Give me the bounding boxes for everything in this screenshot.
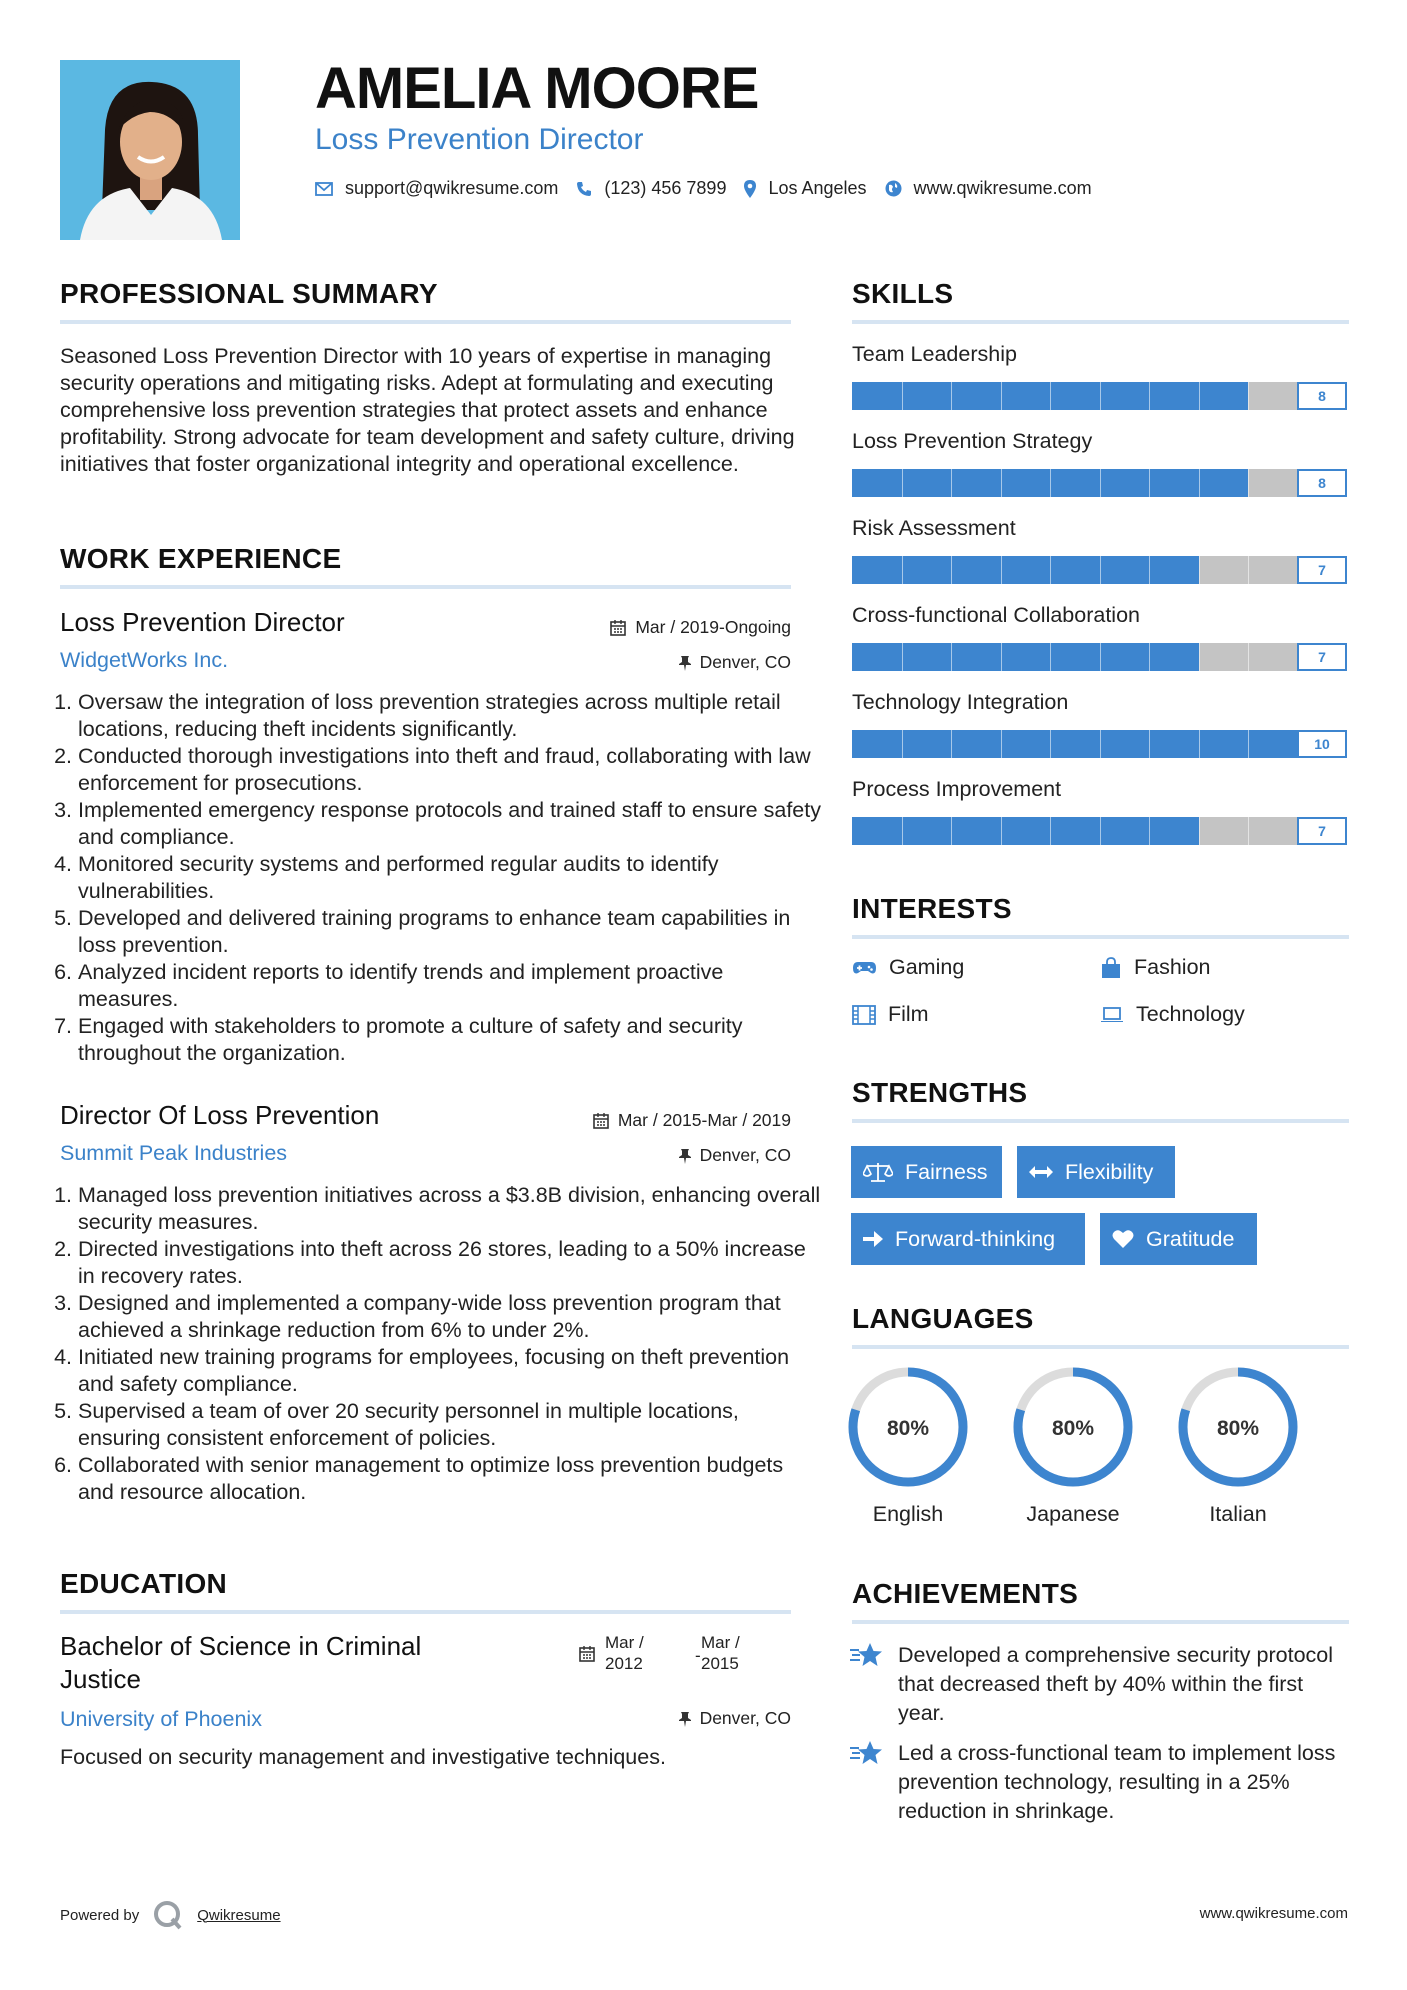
skill-bar — [852, 382, 1347, 410]
list-item: 2. Conducted thorough investigations into theft and fraud, collaborating with law enforcement for prosecutions. — [78, 743, 823, 797]
website-text: www.qwikresume.com — [913, 178, 1092, 198]
skill-bar-segment — [902, 730, 903, 758]
email-text: support@qwikresume.com — [345, 178, 559, 198]
globe-icon — [885, 180, 902, 197]
skill-bar-segment — [1149, 817, 1150, 845]
list-item: 1. Managed loss prevention initiatives across a $3.8B division, enhancing overall security measures. — [78, 1182, 823, 1236]
skill-bar-segment — [951, 817, 952, 845]
skill-bar — [852, 730, 1347, 758]
skill-bar-segment — [1001, 469, 1002, 497]
job-bullets — [55, 689, 823, 1067]
job-location — [679, 1145, 791, 1166]
profile-photo — [60, 60, 240, 240]
job-date — [593, 1110, 791, 1131]
skills-rule — [852, 320, 1349, 324]
skill-label: Loss Prevention Strategy — [852, 429, 1093, 453]
skill-bar-fill — [852, 643, 1199, 671]
summary-text: Seasoned Loss Prevention Director with 10 years of expertise in managing security operations and mitigating risks. Adept at formulating and executing comprehensive loss prevention strategies that protect assets and enhance profitability. Strong advocate for team development and safety culture, driving initiatives that foster organizational integrity and operational excellence. — [60, 344, 795, 476]
language-percent: 80% — [1216, 1417, 1260, 1440]
skill-bar-segment — [902, 556, 903, 584]
skill-value-badge: 7 — [1297, 556, 1347, 584]
job-date — [610, 617, 791, 638]
summary-rule — [60, 320, 791, 324]
strength-label: Forward-thinking — [895, 1226, 1056, 1251]
contact-email[interactable] — [315, 178, 558, 199]
skill-label: Cross-functional Collaboration — [852, 603, 1141, 627]
skill-bar-segment — [1100, 730, 1101, 758]
strengths-rule — [852, 1119, 1349, 1123]
star-badge-icon — [850, 1739, 884, 1767]
qwikresume-link[interactable]: Qwikresume — [197, 1906, 281, 1924]
language-label: Italian — [1209, 1502, 1267, 1526]
job-company: Summit Peak Industries — [60, 1141, 288, 1165]
skill-bar-segment — [1248, 643, 1249, 671]
education-end-date — [701, 1632, 740, 1674]
phone-text: (123) 456 7899 — [604, 178, 727, 198]
experience-rule — [60, 585, 791, 589]
start-month: Mar / — [605, 1633, 644, 1652]
interest-label: Technology — [1136, 1002, 1245, 1026]
end-month: Mar / — [701, 1633, 740, 1652]
film-icon — [852, 1005, 876, 1025]
skill-bar-segment — [902, 382, 903, 410]
skill-bar-segment — [1149, 556, 1150, 584]
job-date-text: Mar / 2019-Ongoing — [635, 617, 791, 637]
contact-phone[interactable] — [576, 178, 726, 199]
language-progress-ring — [1011, 1365, 1135, 1489]
achievement-item — [850, 1641, 1350, 1728]
job-location-text: Denver, CO — [699, 652, 791, 672]
skill-bar-segment — [951, 556, 952, 584]
education-rule — [60, 1610, 791, 1614]
skill-bar-segment — [1050, 556, 1051, 584]
skill-bar-segment — [1001, 643, 1002, 671]
skill-bar-segment — [1149, 469, 1150, 497]
job-date-text: Mar / 2015-Mar / 2019 — [617, 1110, 791, 1130]
list-item: 4. Initiated new training programs for employees, focusing on theft prevention and safety compliance. — [78, 1344, 823, 1398]
list-item: 3. Designed and implemented a company-wide loss prevention program that achieved a shrinkage reduction from 6% to under 2%. — [78, 1290, 823, 1344]
skill-bar-segment — [1100, 643, 1101, 671]
pin-icon — [679, 1148, 691, 1164]
language-label: Japanese — [1026, 1502, 1120, 1526]
skill-bar-segment — [1149, 382, 1150, 410]
skill-bar-segment — [1149, 643, 1150, 671]
degree-title: Bachelor of Science in Criminal Justice — [60, 1631, 422, 1694]
envelope-icon — [315, 182, 333, 196]
skill-bar-segment — [1100, 817, 1101, 845]
phone-icon — [576, 181, 592, 197]
language-progress-ring — [846, 1365, 970, 1489]
skill-bar-segment — [1050, 469, 1051, 497]
strength-label: Fairness — [905, 1159, 988, 1184]
skill-bar-segment — [1100, 469, 1101, 497]
job-bullets — [55, 1182, 823, 1506]
achievements-rule — [852, 1620, 1349, 1624]
balance-scale-icon — [863, 1161, 893, 1183]
strength-label: Gratitude — [1146, 1226, 1235, 1251]
language-ring — [846, 1365, 970, 1489]
education-location-text: Denver, CO — [699, 1708, 791, 1728]
skill-bar-segment — [1050, 730, 1051, 758]
skill-value-badge: 7 — [1297, 643, 1347, 671]
location-text: Los Angeles — [768, 178, 867, 198]
skill-value-badge: 7 — [1297, 817, 1347, 845]
skill-bar-segment — [1248, 382, 1249, 410]
skill-value-badge: 8 — [1297, 382, 1347, 410]
interest-label: Gaming — [889, 955, 965, 979]
language-label: English — [872, 1502, 944, 1526]
interest-item-gaming — [852, 955, 964, 980]
contact-bar — [315, 178, 1110, 199]
shopping-bag-icon — [1100, 957, 1122, 979]
skill-bar-segment — [951, 730, 952, 758]
skill-label: Team Leadership — [852, 342, 1017, 366]
achievement-text: Developed a comprehensive security protocol that decreased theft by 40% within the first year. — [898, 1643, 1334, 1725]
skill-bar-fill — [852, 817, 1199, 845]
heart-icon — [1112, 1229, 1134, 1249]
star-badge-icon — [850, 1641, 884, 1669]
achievements-heading: ACHIEVEMENTS — [852, 1578, 1079, 1609]
languages-heading: LANGUAGES — [852, 1303, 1034, 1334]
education-location — [679, 1708, 791, 1729]
strength-gratitude — [1100, 1213, 1257, 1265]
arrows-horizontal-icon — [1029, 1165, 1053, 1179]
skill-bar-segment — [1248, 469, 1249, 497]
language-percent: 80% — [886, 1417, 930, 1440]
contact-website[interactable] — [885, 178, 1092, 199]
skill-bar-segment — [951, 469, 952, 497]
achievement-text: Led a cross-functional team to implement loss prevention technology, resulting in a 25% reduction in shrinkage. — [898, 1741, 1336, 1823]
skill-bar-segment — [951, 643, 952, 671]
skill-bar — [852, 469, 1347, 497]
summary-heading: PROFESSIONAL SUMMARY — [60, 278, 438, 309]
list-item: 5. Supervised a team of over 20 security personnel in multiple locations, ensuring consistent enforcement of policies. — [78, 1398, 823, 1452]
skill-bar-segment — [1199, 556, 1200, 584]
skill-label: Process Improvement — [852, 777, 1062, 801]
languages-rule — [852, 1345, 1349, 1349]
strength-label: Flexibility — [1065, 1159, 1154, 1184]
skill-bar-segment — [1248, 556, 1249, 584]
map-marker-icon — [744, 180, 756, 198]
calendar-icon — [579, 1646, 595, 1662]
candidate-title: Loss Prevention Director — [315, 123, 644, 156]
skill-bar-segment — [1199, 382, 1200, 410]
job-title: Director Of Loss Prevention — [60, 1100, 380, 1130]
language-ring — [1011, 1365, 1135, 1489]
skill-bar-segment — [902, 469, 903, 497]
skill-bar-segment — [951, 382, 952, 410]
footer-powered-by — [60, 1900, 281, 1930]
skills-heading: SKILLS — [852, 278, 954, 309]
skill-bar-segment — [1199, 730, 1200, 758]
gamepad-icon — [852, 960, 877, 976]
education-description: Focused on security management and investigative techniques. — [60, 1745, 666, 1769]
contact-location — [744, 178, 866, 199]
skill-bar-segment — [1001, 556, 1002, 584]
strength-forward-thinking — [851, 1213, 1085, 1265]
list-item: 6. Analyzed incident reports to identify trends and implement proactive measures. — [78, 959, 823, 1013]
skill-bar-segment — [1001, 730, 1002, 758]
skill-bar-segment — [1050, 817, 1051, 845]
list-item: 7. Engaged with stakeholders to promote a culture of safety and security throughout the organization. — [78, 1013, 823, 1067]
interest-label: Fashion — [1134, 955, 1211, 979]
interest-item-fashion — [1100, 955, 1211, 980]
powered-by-text: Powered by — [60, 1906, 140, 1924]
interest-label: Film — [888, 1002, 929, 1026]
arrow-right-icon — [863, 1230, 883, 1248]
experience-heading: WORK EXPERIENCE — [60, 543, 342, 574]
interest-item-film — [852, 1002, 929, 1027]
list-item: 2. Directed investigations into theft across 26 stores, leading to a 50% increase in recovery rates. — [78, 1236, 823, 1290]
language-progress-ring — [1176, 1365, 1300, 1489]
job-location-text: Denver, CO — [699, 1145, 791, 1165]
skill-bar-segment — [1199, 469, 1200, 497]
skill-bar-segment — [1149, 730, 1150, 758]
calendar-icon — [593, 1113, 609, 1129]
skill-bar-segment — [1050, 382, 1051, 410]
date-dash: - — [695, 1646, 701, 1665]
pin-icon — [679, 655, 691, 671]
list-item: 3. Implemented emergency response protocols and trained staff to ensure safety and compliance. — [78, 797, 823, 851]
skill-label: Technology Integration — [852, 690, 1069, 714]
footer-website[interactable]: www.qwikresume.com — [1199, 1905, 1348, 1922]
skill-bar-segment — [1001, 382, 1002, 410]
skill-bar-segment — [1199, 817, 1200, 845]
language-percent: 80% — [1051, 1417, 1095, 1440]
skill-bar-segment — [902, 643, 903, 671]
skill-bar-segment — [1199, 643, 1200, 671]
strength-flexibility — [1017, 1146, 1175, 1198]
skill-bar-segment — [1100, 382, 1101, 410]
list-item: 6. Collaborated with senior management to optimize loss prevention budgets and resource allocation. — [78, 1452, 823, 1506]
school-name: University of Phoenix — [60, 1707, 262, 1731]
strength-fairness — [851, 1146, 1002, 1198]
skill-value-badge: 8 — [1297, 469, 1347, 497]
list-item: 4. Monitored security systems and performed regular audits to identify vulnerabilities. — [78, 851, 823, 905]
education-heading: EDUCATION — [60, 1568, 228, 1599]
language-ring — [1176, 1365, 1300, 1489]
end-year: 2015 — [701, 1654, 739, 1673]
strengths-heading: STRENGTHS — [852, 1077, 1028, 1108]
skill-bar — [852, 817, 1347, 845]
skill-bar-segment — [1100, 556, 1101, 584]
skill-bar-segment — [1001, 817, 1002, 845]
list-item: 1. Oversaw the integration of loss prevention strategies across multiple retail locations, reducing theft incidents significantly. — [78, 689, 823, 743]
skill-bar-segment — [1248, 817, 1249, 845]
laptop-icon — [1100, 1006, 1124, 1024]
achievement-item — [850, 1739, 1350, 1826]
calendar-icon — [610, 620, 626, 636]
skill-bar — [852, 556, 1347, 584]
skill-bar-segment — [902, 817, 903, 845]
skill-bar-segment — [1248, 730, 1249, 758]
skill-label: Risk Assessment — [852, 516, 1016, 540]
interest-item-technology — [1100, 1002, 1245, 1027]
candidate-name: AMELIA MOORE — [315, 56, 759, 121]
skill-bar-fill — [852, 556, 1199, 584]
qwikresume-logo-icon — [153, 1900, 183, 1930]
skill-bar-segment — [1050, 643, 1051, 671]
pin-icon — [679, 1711, 691, 1727]
education-start-date — [605, 1632, 644, 1674]
job-company: WidgetWorks Inc. — [60, 648, 229, 672]
job-title: Loss Prevention Director — [60, 607, 345, 637]
job-location — [679, 652, 791, 673]
start-year: 2012 — [605, 1654, 643, 1673]
interests-rule — [852, 935, 1349, 939]
list-item: 5. Developed and delivered training programs to enhance team capabilities in loss prevention. — [78, 905, 823, 959]
skill-bar — [852, 643, 1347, 671]
skill-value-badge: 10 — [1297, 730, 1347, 758]
interests-heading: INTERESTS — [852, 893, 1012, 924]
